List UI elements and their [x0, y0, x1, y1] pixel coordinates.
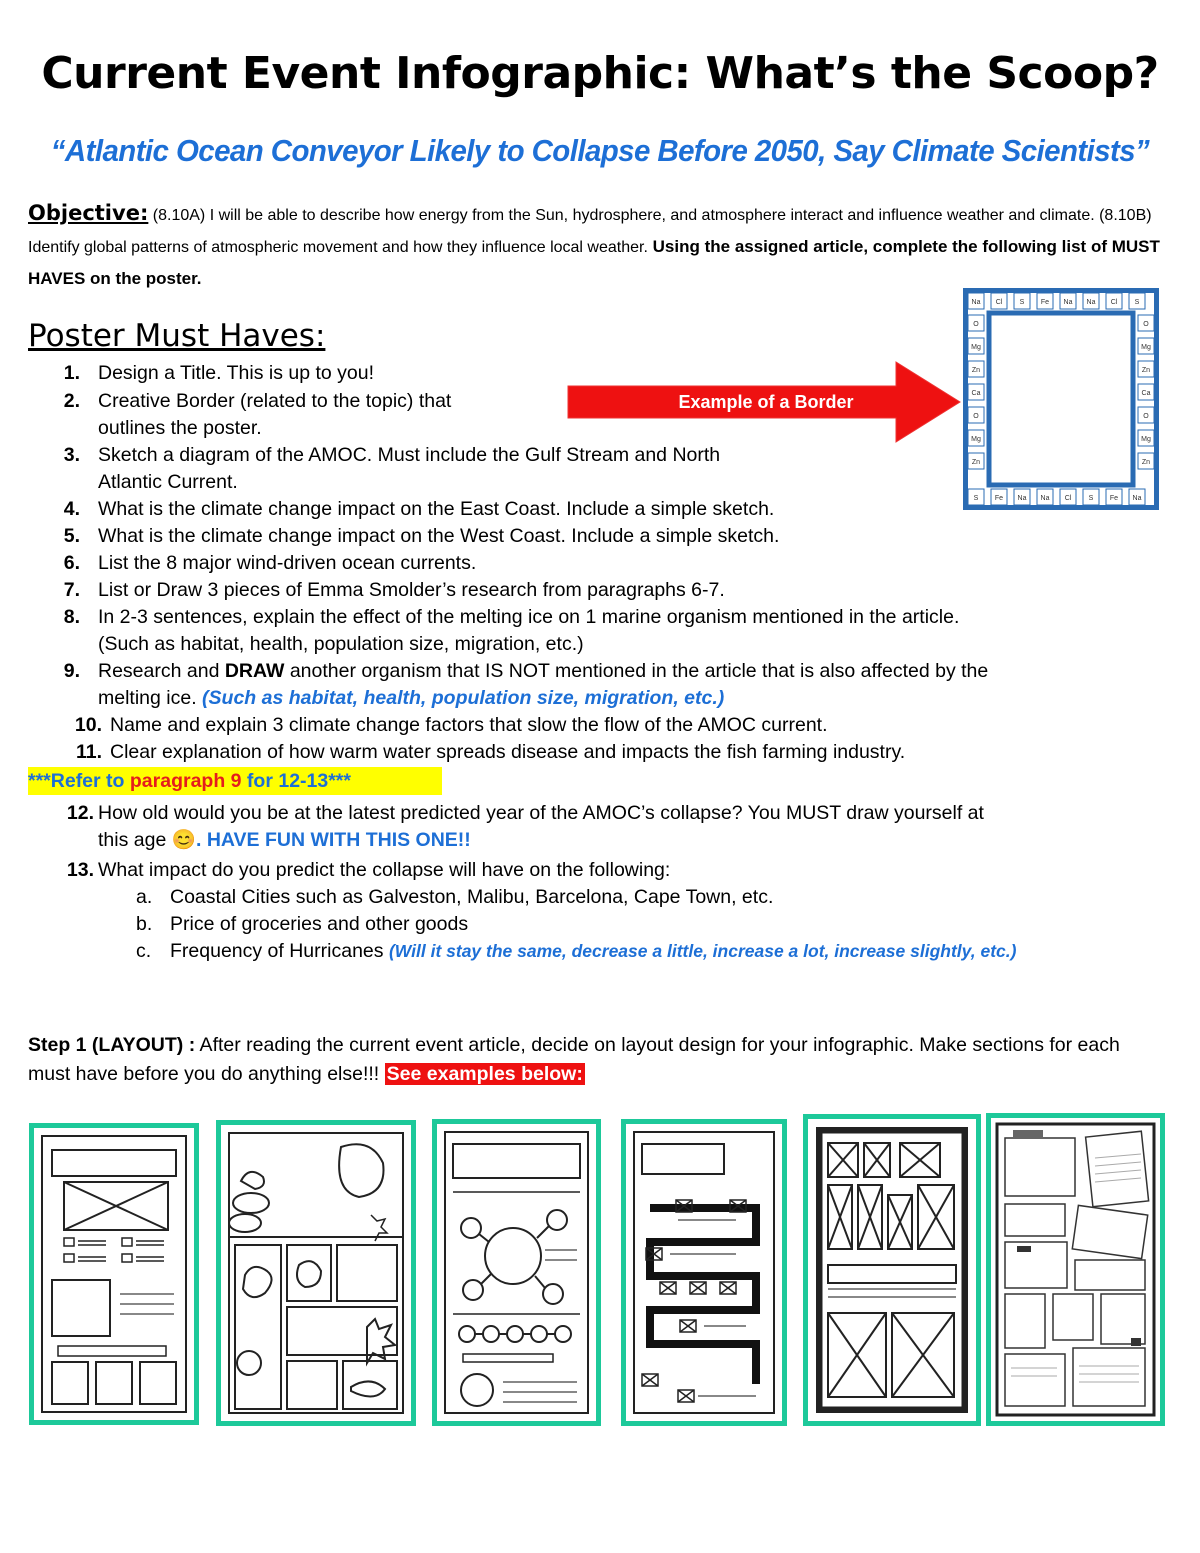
border-cell-label: O [973, 413, 979, 420]
item-5-line1: What is the climate change impact on the West Coast. Include a simple sketch. [98, 525, 780, 547]
layout-example-6 [986, 1113, 1165, 1426]
border-cell-label: Na [1132, 495, 1142, 502]
border-example-arrow [566, 360, 962, 444]
item-number-10: 10. [74, 714, 102, 736]
item-10-line1: Name and explain 3 climate change factors that slow the flow of the AMOC current. [110, 714, 828, 736]
item-6-line1: List the 8 major wind-driven ocean currents. [98, 552, 477, 574]
objective-label: Objective: [28, 201, 149, 225]
item-2-line1: Creative Border (related to the topic) that [98, 390, 452, 412]
border-cell-label: O [1143, 321, 1149, 328]
layout-example-5 [803, 1114, 981, 1426]
arrow-label: Example of a Border [678, 392, 854, 412]
item-number-2: 2. [63, 390, 80, 412]
item-number-11: 11. [75, 741, 102, 763]
item-number-1: 1. [63, 362, 80, 384]
item-number-6: 6. [63, 552, 80, 574]
item-number-7: 7. [63, 579, 80, 601]
poster-must-haves-heading: Poster Must Haves: [28, 318, 326, 354]
page-title: Current Event Infographic: What’s the Scoop? [41, 48, 1159, 99]
item-13-sub-letter: c. [136, 940, 152, 962]
item-8-line1: In 2-3 sentences, explain the effect of the melting ice on 1 marine organism mentioned in the article. [98, 606, 960, 628]
border-cell-label: Mg [971, 344, 981, 351]
border-cell-label: Fe [1109, 495, 1119, 502]
item-number-5: 5. [63, 525, 80, 547]
item-4-line1: What is the climate change impact on the East Coast. Include a simple sketch. [98, 498, 775, 520]
objective-must-haves: MUST HAVES [28, 237, 1160, 288]
step1-paragraph: Step 1 (LAYOUT) : After reading the current event article, decide on layout design for your infographic. Make sections for each must have before you do anything else!!! See examples below: [28, 1034, 1120, 1085]
border-cell-label: Cl [1110, 299, 1118, 306]
see-examples-highlight: See examples below: [386, 1063, 583, 1085]
objective-instruction-end: on the poster. [85, 269, 202, 288]
item-12-line2: this age 😊. HAVE FUN WITH THIS ONE!! [98, 829, 471, 851]
item-13-sub-text: Price of groceries and other goods [170, 913, 469, 935]
item-number-9: 9. [63, 660, 80, 682]
item-13-line1: What impact do you predict the collapse will have on the following: [98, 859, 671, 881]
border-cell-label: Zn [971, 459, 981, 466]
layout-example-2 [216, 1120, 416, 1426]
objective-paragraph [28, 198, 1173, 294]
border-cell-label: Zn [971, 367, 981, 374]
objective-text: (8.10A) I will be able to describe how energy from the Sun, hydrosphere, and atmosphere interact and influence weather and climate. (8.10B) Identify global patterns of atmospheric movement and how they influence local weather. [28, 207, 1152, 256]
border-cell-label: Na [1063, 299, 1073, 306]
border-cell-label: S [1134, 299, 1140, 306]
item-number-8: 8. [63, 606, 80, 628]
border-cell-label: O [1143, 413, 1149, 420]
border-cell-label: O [973, 321, 979, 328]
border-cell-label: Ca [971, 390, 981, 397]
border-cell-label: Na [971, 299, 981, 306]
item-number-13: 13. [66, 859, 94, 881]
item-9-line1: Research and DRAW another organism that IS NOT mentioned in the article that is also affected by the [98, 660, 989, 682]
border-cell-label: Fe [1040, 299, 1050, 306]
item-number-12: 12. [66, 802, 94, 824]
border-cell-label: Zn [1141, 459, 1151, 466]
item-1-line1: Design a Title. This is up to you! [98, 362, 375, 384]
layout-example-3 [432, 1119, 601, 1426]
layout-example-1 [29, 1123, 199, 1425]
border-cell-label: Cl [1064, 495, 1072, 502]
item-12-line1: How old would you be at the latest predicted year of the AMOC’s collapse? You MUST draw yourself at [98, 802, 984, 824]
item-8-line2: (Such as habitat, health, population size, migration, etc.) [98, 633, 584, 655]
item-2-line2: outlines the poster. [98, 417, 262, 439]
border-cell-label: Mg [971, 436, 981, 443]
item-3-line1: Sketch a diagram of the AMOC. Must include the Gulf Stream and North [98, 444, 721, 466]
border-cell-label: Cl [995, 299, 1003, 306]
border-cell-label: S [1088, 495, 1094, 502]
item-13-sub-text: Coastal Cities such as Galveston, Malibu, Barcelona, Cape Town, etc. [170, 886, 774, 908]
item-number-3: 3. [63, 444, 80, 466]
border-cell-label: Ca [1141, 390, 1151, 397]
border-example-image [963, 288, 1159, 510]
item-9-line2: melting ice. (Such as habitat, health, population size, migration, etc.) [98, 687, 725, 709]
border-cell-label: S [973, 495, 979, 502]
border-cell-label: Na [1017, 495, 1027, 502]
item-3-line2: Atlantic Current. [98, 471, 238, 493]
item-number-4: 4. [63, 498, 80, 520]
border-cell-label: S [1019, 299, 1025, 306]
refer-note: ***Refer to paragraph 9 for 12-13*** [28, 767, 442, 795]
article-subtitle: “Atlantic Ocean Conveyor Likely to Collapse Before 2050, Say Climate Scientists” [50, 133, 1150, 168]
item-13-sub-letter: b. [136, 913, 153, 935]
item-13-sub-text: Frequency of Hurricanes (Will it stay the same, decrease a little, increase a lot, increase slightly, etc.) [170, 940, 1017, 962]
item-7-line1: List or Draw 3 pieces of Emma Smolder’s research from paragraphs 6-7. [98, 579, 725, 601]
border-cell-label: Na [1086, 299, 1096, 306]
item-13-sub-letter: a. [136, 886, 153, 908]
layout-example-4 [621, 1119, 787, 1426]
objective-instruction: Using the assigned article, complete the following list of [647, 237, 1112, 256]
border-cell-label: Na [1040, 495, 1050, 502]
item-11-line1: Clear explanation of how warm water spreads disease and impacts the fish farming industry. [110, 741, 906, 763]
border-cell-label: Mg [1141, 436, 1151, 443]
border-cell-label: Zn [1141, 367, 1151, 374]
border-cell-label: Mg [1141, 344, 1151, 351]
border-cell-label: Fe [994, 495, 1004, 502]
